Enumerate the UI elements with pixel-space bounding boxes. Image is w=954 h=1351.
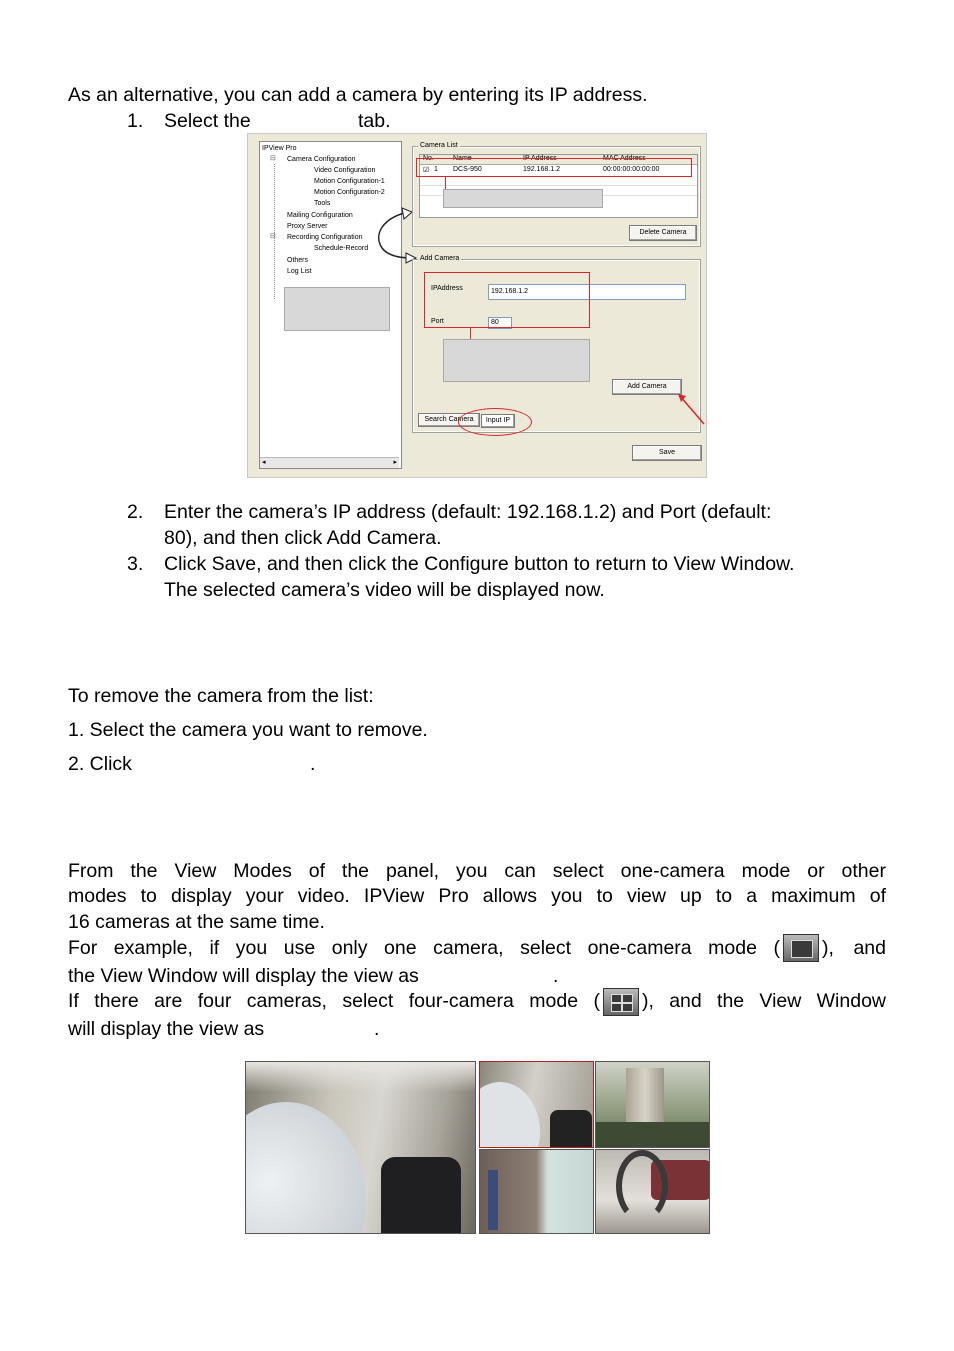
remove-step2-end: . xyxy=(310,753,316,775)
scroll-right-icon[interactable]: ▸ xyxy=(393,459,397,466)
one-camera-view-image xyxy=(245,1061,476,1234)
quad-view-cam3 xyxy=(479,1149,594,1234)
view-line4a: For example, if you use only one camera, select one-camera mode ( xyxy=(68,937,780,959)
tree-expand-icon[interactable]: ⊟ xyxy=(270,233,276,240)
tree-item-others[interactable]: Others xyxy=(287,257,309,264)
row-mac: 00:00:00:00:00:00 xyxy=(603,166,660,173)
view-line6b: ), and the View Window xyxy=(642,990,886,1012)
scroll-left-icon[interactable]: ◂ xyxy=(262,459,266,466)
view-line1: From the View Modes of the panel, you can select one-camera mode or other xyxy=(68,860,886,882)
remove-step2: 2. Click xyxy=(68,753,132,775)
step1-pre: Select the xyxy=(164,110,251,132)
tree-item-log[interactable]: Log List xyxy=(287,268,312,275)
camera-list-legend: Camera List xyxy=(420,142,458,149)
highlight-camera-row xyxy=(416,158,692,177)
tree-item-recording[interactable]: Recording Configuration xyxy=(287,234,363,241)
step2-line1: Enter the camera’s IP address (default: 192.168.1.2) and Port (default: xyxy=(164,501,772,523)
ip-address-label: IPAddress xyxy=(431,285,463,292)
view-line5a: the View Window will display the view as xyxy=(68,965,419,987)
view-line7a: will display the view as xyxy=(68,1018,265,1040)
settings-tree xyxy=(259,141,402,469)
tree-item-proxy[interactable]: Proxy Server xyxy=(287,223,328,230)
col-no[interactable]: No. xyxy=(423,155,434,162)
view-line3: 16 cameras at the same time. xyxy=(68,911,325,933)
tree-item-tools[interactable]: Tools xyxy=(314,200,331,207)
view-line7b: . xyxy=(374,1018,380,1040)
red-arrow-icon xyxy=(674,390,708,430)
col-name[interactable]: Name xyxy=(453,155,472,162)
step3-line1: Click Save, and then click the Configure button to return to View Window. xyxy=(164,553,795,575)
checkbox-icon[interactable]: ☑ xyxy=(423,167,430,174)
delete-camera-button[interactable]: Delete Camera xyxy=(629,225,697,241)
one-camera-mode-icon[interactable] xyxy=(783,934,819,962)
curved-arrow-icon xyxy=(368,204,418,264)
view-line2: modes to display your video. IPView Pro allows you to view up to a maximum of xyxy=(68,885,886,907)
quad-view-cam4 xyxy=(595,1149,710,1234)
add-camera-button[interactable]: Add Camera xyxy=(612,379,682,395)
tree-item-motion-2[interactable]: Motion Configuration-2 xyxy=(314,189,385,196)
step1-number: 1. xyxy=(127,110,144,132)
ipview-settings-screenshot xyxy=(247,133,707,478)
callout-box xyxy=(284,287,390,331)
step3-number: 3. xyxy=(127,553,144,575)
row-ip: 192.168.1.2 xyxy=(523,166,560,173)
tree-item-mailing[interactable]: Mailing Configuration xyxy=(287,212,353,219)
callout-box xyxy=(443,339,590,382)
tree-item-schedule[interactable]: Schedule-Record xyxy=(314,245,369,252)
highlight-input-fields xyxy=(424,272,590,328)
quad-view-cam2 xyxy=(595,1061,710,1148)
col-ip[interactable]: IP Address xyxy=(523,155,557,162)
step2-number: 2. xyxy=(127,501,144,523)
row-name: DCS-950 xyxy=(453,166,482,173)
tab-input-ip[interactable]: Input IP xyxy=(481,414,515,428)
callout-box xyxy=(443,189,603,208)
row-no: 1 xyxy=(434,166,438,173)
intro-text: As an alternative, you can add a camera by entering its IP address. xyxy=(68,84,648,106)
tree-expand-icon[interactable]: ⊟ xyxy=(270,155,276,162)
highlight-tab-circle xyxy=(458,408,532,436)
tree-item-video-config[interactable]: Video Configuration xyxy=(314,167,376,174)
port-label: Port xyxy=(431,318,444,325)
remove-intro: To remove the camera from the list: xyxy=(68,685,374,707)
quad-view-cam1 xyxy=(479,1061,594,1148)
col-mac[interactable]: MAC Address xyxy=(603,155,646,162)
step1-post: tab. xyxy=(358,110,391,132)
port-input[interactable]: 80 xyxy=(488,317,512,329)
view-line6a: If there are four cameras, select four-camera mode ( xyxy=(68,990,600,1012)
tree-item-motion-1[interactable]: Motion Configuration-1 xyxy=(314,178,385,185)
step2-line2: 80), and then click Add Camera. xyxy=(164,527,442,549)
tree-scrollbar[interactable] xyxy=(260,457,399,468)
tree-item-root[interactable]: IPView Pro xyxy=(262,145,297,152)
step3-line2: The selected camera’s video will be displayed now. xyxy=(164,579,605,601)
view-line4b: ), and xyxy=(822,937,886,959)
add-camera-legend: Add Camera xyxy=(420,255,460,262)
tab-search-camera[interactable]: Search Camera xyxy=(418,413,480,427)
four-camera-mode-icon[interactable] xyxy=(603,988,639,1016)
save-button[interactable]: Save xyxy=(632,445,702,461)
tree-item-camera-config[interactable]: Camera Configuration xyxy=(287,156,356,163)
ip-address-input[interactable]: 192.168.1.2 xyxy=(488,284,686,300)
view-line5b: . xyxy=(553,965,559,987)
remove-step1: 1. Select the camera you want to remove. xyxy=(68,719,428,741)
